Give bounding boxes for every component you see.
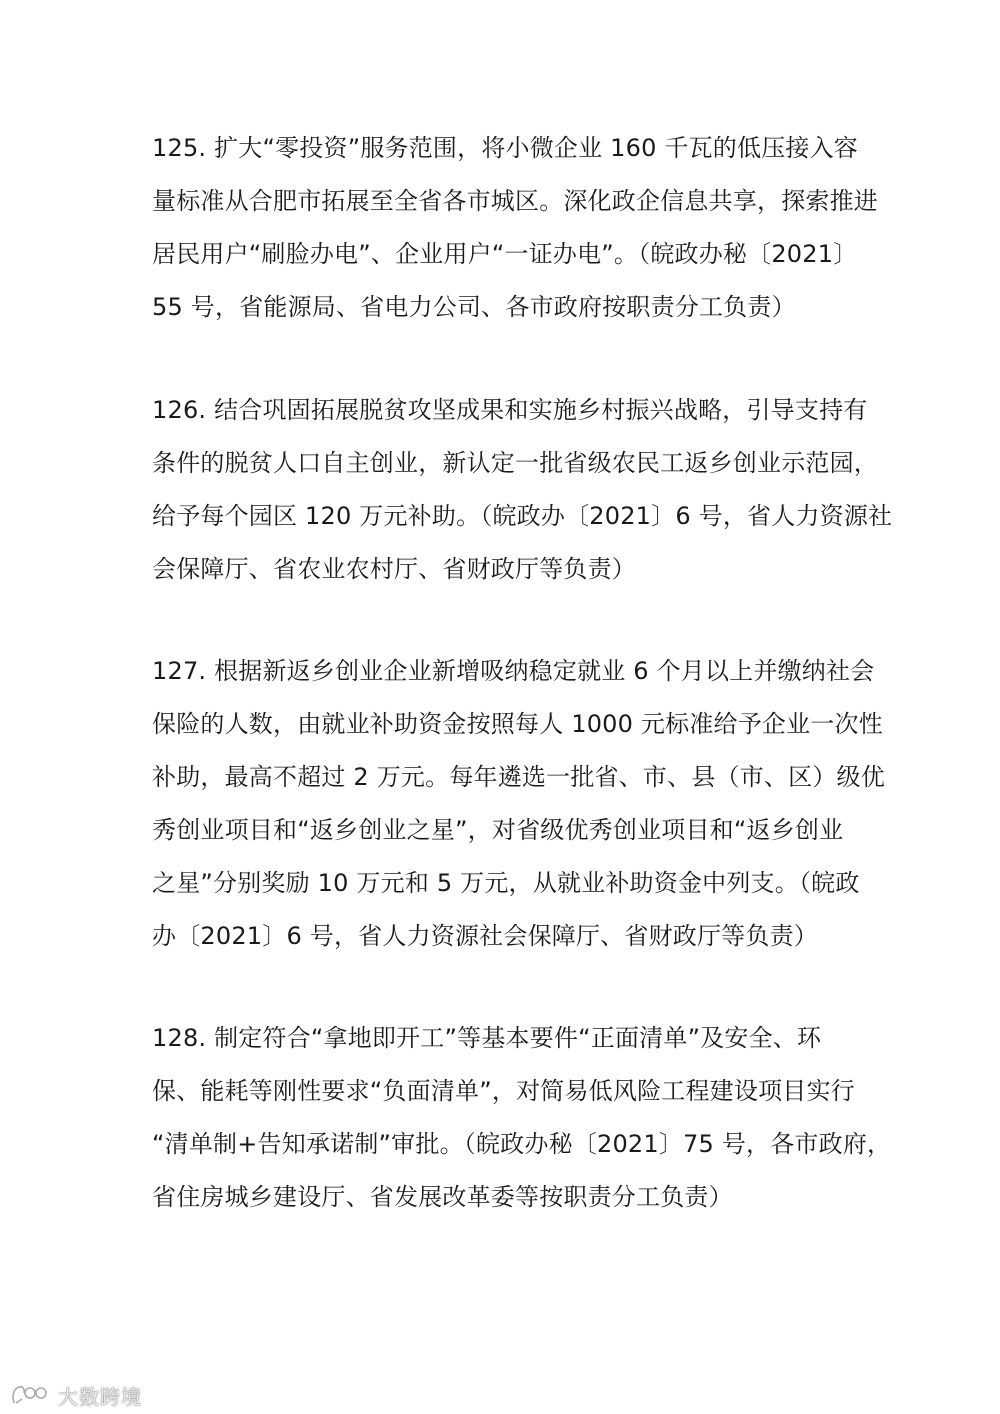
item-line: 条件的脱贫人口自主创业，新认定一批省级农民工返乡创业示范园， <box>152 449 878 477</box>
item-line: 保险的人数，由就业补助资金按照每人 1000 元标准给予企业一次性 <box>152 710 883 738</box>
speech-bubble-logo-icon <box>10 1383 54 1407</box>
item-line: 量标准从合肥市拓展至全省各市城区。深化政企信息共享，探索推进 <box>152 187 878 215</box>
item-line: 给予每个园区 120 万元补助。（皖政办〔2021〕6 号，省人力资源社 <box>152 502 893 530</box>
item-line: 秀创业项目和“返乡创业之星”，对省级优秀创业项目和“返乡创业 <box>152 816 844 844</box>
item-line: 55 号，省能源局、省电力公司、各市政府按职责分工负责） <box>152 293 796 321</box>
item-line: 省住房城乡建设厅、省发展改革委等按职责分工负责） <box>152 1183 733 1211</box>
watermark-text: 大数跨境 <box>58 1384 142 1409</box>
item-line: 保、能耗等刚性要求“负面清单”，对简易低风险工程建设项目实行 <box>152 1077 855 1105</box>
item-125 <box>152 122 878 334</box>
item-line: 居民用户“刷脸办电”、企业用户“一证办电”。（皖政办秘〔2021〕 <box>152 240 858 268</box>
item-126 <box>152 384 893 596</box>
item-line: 125. 扩大“零投资”服务范围，将小微企业 160 千瓦的低压接入容 <box>152 134 858 162</box>
item-128 <box>152 1012 892 1224</box>
watermark <box>10 1380 142 1410</box>
item-line: “清单制+告知承诺制”审批。（皖政办秘〔2021〕75 号，各市政府， <box>152 1130 892 1158</box>
item-line: 之星”分别奖励 10 万元和 5 万元，从就业补助资金中列支。（皖政 <box>152 869 860 897</box>
item-line: 办〔2021〕6 号，省人力资源社会保障厅、省财政厅等负责） <box>152 922 818 950</box>
item-line: 126. 结合巩固拓展脱贫攻坚成果和实施乡村振兴战略，引导支持有 <box>152 396 868 424</box>
item-127 <box>152 645 885 963</box>
item-line: 128. 制定符合“拿地即开工”等基本要件“正面清单”及安全、环 <box>152 1024 822 1052</box>
item-line: 会保障厅、省农业农村厅、省财政厅等负责） <box>152 555 636 583</box>
item-line: 127. 根据新返乡创业企业新增吸纳稳定就业 6 个月以上并缴纳社会 <box>152 657 875 685</box>
item-line: 补助，最高不超过 2 万元。每年遴选一批省、市、县（市、区）级优 <box>152 763 885 791</box>
